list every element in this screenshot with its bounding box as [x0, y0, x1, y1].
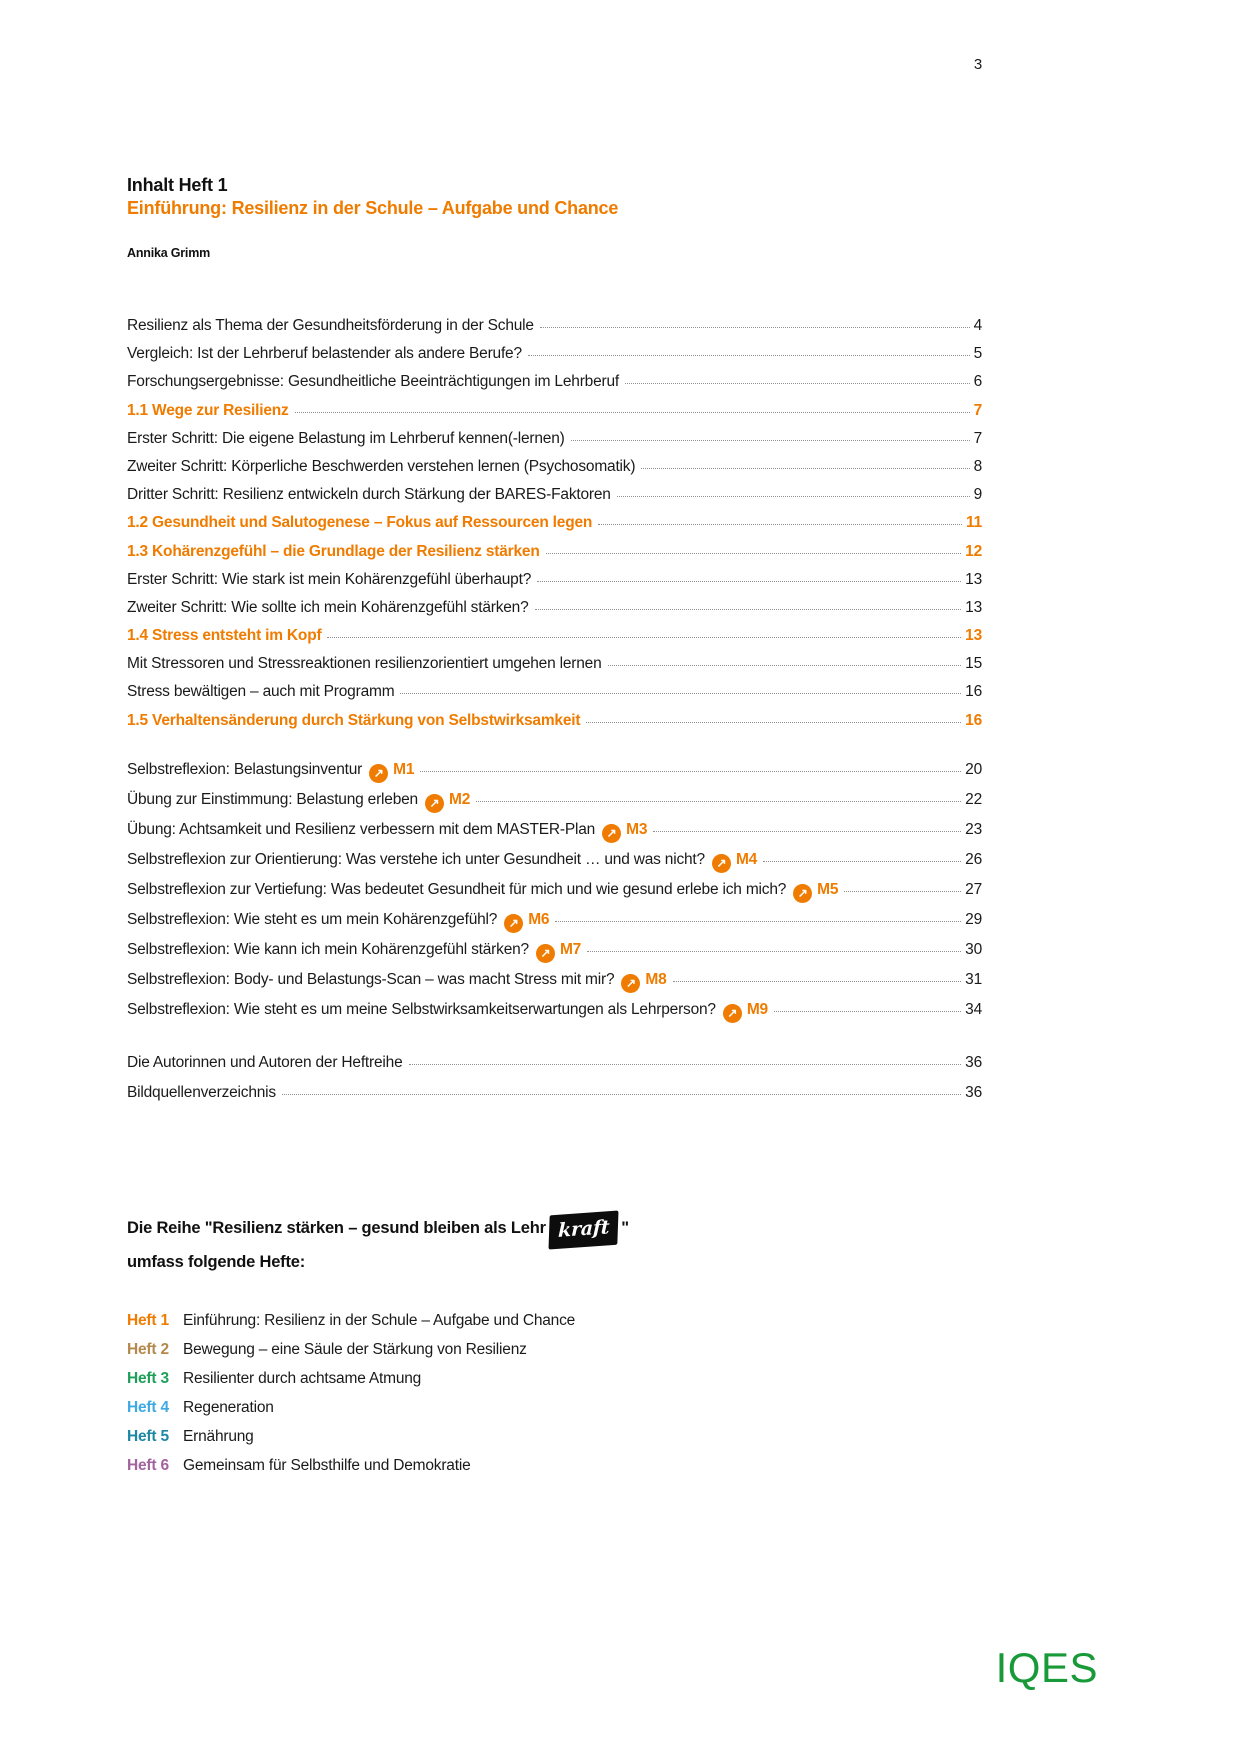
toc-page-number: 9 — [973, 486, 982, 504]
toc-materials-list — [127, 761, 982, 1031]
dotted-leader — [598, 524, 962, 525]
heft-row — [127, 1370, 982, 1399]
toc-page-number: 6 — [973, 373, 982, 391]
toc-row[interactable] — [127, 402, 982, 430]
material-label: M3 — [626, 821, 648, 839]
toc-entry-label: Selbstreflexion: Wie kann ich mein Kohärenzgefühl stärken? — [127, 941, 529, 959]
dotted-leader — [641, 468, 969, 469]
dotted-leader — [625, 383, 970, 384]
toc-row[interactable] — [127, 430, 982, 458]
toc-row[interactable] — [127, 791, 982, 821]
material-label: M9 — [746, 1001, 768, 1019]
toc-row[interactable] — [127, 761, 982, 791]
material-label: M5 — [817, 881, 839, 899]
toc-entry-label: Übung zur Einstimmung: Belastung erleben — [127, 791, 418, 809]
page-subtitle: Einführung: Resilienz in der Schule – Aufgabe und Chance — [127, 198, 619, 218]
heft-title: Bewegung – eine Säule der Stärkung von Resilienz — [183, 1340, 527, 1358]
dotted-leader — [295, 412, 970, 413]
iqes-logo: IQES — [995, 1644, 1098, 1691]
dotted-leader — [555, 921, 961, 922]
toc-row[interactable] — [127, 1001, 982, 1031]
toc-entry-label: Dritter Schritt: Resilienz entwickeln durch Stärkung der BARES-Faktoren — [127, 486, 611, 504]
toc-page-number: 7 — [973, 429, 982, 447]
toc-row[interactable] — [127, 911, 982, 941]
toc-page-number: 5 — [973, 345, 982, 363]
series-intro-line2: umfass folgende Hefte: — [127, 1252, 306, 1271]
toc-page-number: 13 — [965, 598, 982, 616]
dotted-leader — [528, 355, 970, 356]
heft-title: Resilienter durch achtsame Atmung — [183, 1369, 422, 1387]
toc-entry-label: Selbstreflexion: Body- und Belastungs-Scan – was macht Stress mit mir? — [127, 971, 615, 989]
arrow-up-right-icon: ↗ — [504, 914, 523, 933]
series-intro-suffix: " — [621, 1218, 629, 1237]
arrow-up-right-icon: ↗ — [602, 824, 621, 843]
dotted-leader — [653, 831, 961, 832]
dotted-leader — [540, 327, 970, 328]
toc-page-number: 29 — [965, 911, 982, 929]
dotted-leader — [327, 637, 961, 638]
heft-number-label: Heft 6 — [127, 1456, 169, 1474]
toc-page-number: 31 — [965, 971, 982, 989]
arrow-up-right-icon: ↗ — [536, 944, 555, 963]
toc-entry-label: Mit Stressoren und Stressreaktionen resilienzorientiert umgehen lernen — [127, 655, 602, 673]
material-badge[interactable] — [425, 791, 470, 810]
content-area — [127, 0, 982, 1486]
heft-row — [127, 1341, 982, 1370]
material-label: M2 — [448, 791, 471, 809]
toc-row[interactable] — [127, 821, 982, 851]
arrow-up-right-icon: ↗ — [621, 974, 640, 993]
toc-row[interactable] — [127, 683, 982, 711]
dotted-leader — [476, 801, 961, 802]
heft-row — [127, 1312, 982, 1341]
toc-page-number: 22 — [965, 791, 982, 809]
toc-page-number: 16 — [965, 711, 982, 729]
toc-entry-label: Zweiter Schritt: Körperliche Beschwerden verstehen lernen (Psychosomatik) — [127, 457, 636, 475]
toc-entry-label: Stress bewältigen – auch mit Programm — [127, 683, 395, 701]
toc-page-number: 26 — [965, 851, 982, 869]
toc-row[interactable] — [127, 881, 982, 911]
toc-page-number: 15 — [965, 655, 982, 673]
dotted-leader — [587, 951, 961, 952]
toc-page-number: 36 — [965, 1083, 982, 1101]
toc-row[interactable] — [127, 1084, 982, 1114]
series-intro-prefix: Die Reihe "Resilienz stärken – gesund bleiben als Lehr — [127, 1218, 546, 1237]
heft-title: Gemeinsam für Selbsthilfe und Demokratie — [183, 1456, 471, 1474]
page-number: 3 — [973, 56, 982, 73]
dotted-leader — [537, 581, 961, 582]
toc-entry-label: 1.3 Kohärenzgefühl – die Grundlage der Resilienz stärken — [127, 542, 540, 560]
toc-row[interactable] — [127, 543, 982, 571]
material-badge[interactable] — [369, 761, 414, 780]
toc-page-number: 7 — [973, 401, 982, 419]
arrow-up-right-icon: ↗ — [793, 884, 812, 903]
toc-row[interactable] — [127, 599, 982, 627]
dotted-leader — [535, 609, 962, 610]
toc-row[interactable] — [127, 655, 982, 683]
toc-row[interactable] — [127, 345, 982, 373]
dotted-leader — [282, 1094, 961, 1095]
toc-page-number: 30 — [965, 941, 982, 959]
toc-entry-label: Übung: Achtsamkeit und Resilienz verbessern mit dem MASTER-Plan — [127, 821, 596, 839]
toc-row[interactable] — [127, 571, 982, 599]
material-label: M4 — [735, 851, 758, 869]
toc-page-number: 23 — [965, 821, 982, 839]
toc-entry-label: Erster Schritt: Die eigene Belastung im Lehrberuf kennen(-lernen) — [127, 429, 565, 447]
toc-row[interactable] — [127, 458, 982, 486]
heft-number-label: Heft 4 — [127, 1398, 169, 1416]
page-title: Inhalt Heft 1 — [127, 175, 228, 195]
toc-main-list — [127, 317, 982, 740]
heft-row — [127, 1457, 982, 1486]
toc-page-number: 8 — [973, 457, 982, 475]
material-badge[interactable] — [712, 851, 757, 870]
toc-page-number: 34 — [965, 1001, 982, 1019]
dotted-leader — [571, 440, 970, 441]
arrow-up-right-icon: ↗ — [369, 764, 388, 783]
toc-row[interactable] — [127, 627, 982, 655]
heft-number-label: Heft 5 — [127, 1427, 169, 1445]
toc-entry-label: 1.5 Verhaltensänderung durch Stärkung von Selbstwirksamkeit — [127, 711, 581, 729]
dotted-leader — [586, 722, 961, 723]
toc-page-number: 36 — [965, 1053, 982, 1071]
toc-row[interactable] — [127, 373, 982, 401]
material-badge[interactable] — [723, 1001, 768, 1020]
toc-entry-label: Vergleich: Ist der Lehrberuf belastender als andere Berufe? — [127, 345, 522, 363]
toc-appendix-list — [127, 1054, 982, 1114]
dotted-leader — [400, 693, 961, 694]
heft-title: Regeneration — [183, 1398, 274, 1416]
arrow-up-right-icon: ↗ — [712, 854, 731, 873]
toc-row[interactable] — [127, 941, 982, 971]
dotted-leader — [409, 1064, 962, 1065]
material-badge[interactable] — [602, 821, 647, 840]
arrow-up-right-icon: ↗ — [425, 794, 444, 813]
toc-entry-label: Zweiter Schritt: Wie sollte ich mein Kohärenzgefühl stärken? — [127, 598, 529, 616]
toc-row[interactable] — [127, 851, 982, 881]
dotted-leader — [763, 861, 961, 862]
toc-row[interactable] — [127, 514, 982, 542]
material-badge[interactable] — [536, 941, 581, 960]
toc-page-number: 11 — [966, 514, 982, 532]
dotted-leader — [420, 771, 961, 772]
toc-page-number: 27 — [965, 881, 982, 899]
material-label: M7 — [559, 941, 582, 959]
dotted-leader — [546, 553, 962, 554]
toc-entry-label: Selbstreflexion zur Orientierung: Was verstehe ich unter Gesundheit … und was nicht? — [127, 851, 705, 869]
heft-row — [127, 1428, 982, 1457]
toc-entry-label: Selbstreflexion: Belastungsinventur — [127, 761, 363, 779]
toc-entry-label: 1.1 Wege zur Resilienz — [127, 401, 289, 419]
toc-entry-label: Resilienz als Thema der Gesundheitsförderung in der Schule — [127, 317, 534, 334]
toc-page-number: 13 — [965, 570, 982, 588]
toc-page-number: 13 — [965, 627, 982, 645]
toc-entry-label: 1.2 Gesundheit und Salutogenese – Fokus auf Ressourcen legen — [127, 514, 593, 532]
toc-entry-label: Selbstreflexion: Wie steht es um mein Kohärenzgefühl? — [127, 911, 498, 929]
material-label: M8 — [645, 971, 667, 989]
material-label: M1 — [393, 761, 415, 779]
hefte-list — [127, 1312, 982, 1486]
dotted-leader — [617, 496, 970, 497]
dotted-leader — [774, 1011, 961, 1012]
material-badge[interactable] — [621, 971, 666, 990]
heft-number-label: Heft 2 — [127, 1340, 169, 1358]
heft-row — [127, 1399, 982, 1428]
dotted-leader — [608, 665, 962, 666]
toc-entry-label: Erster Schritt: Wie stark ist mein Kohärenzgefühl überhaupt? — [127, 570, 532, 588]
kraft-logo: kraft — [548, 1210, 618, 1249]
dotted-leader — [844, 891, 961, 892]
heft-number-label: Heft 1 — [127, 1311, 169, 1329]
toc-row[interactable] — [127, 1054, 982, 1084]
toc-page-number: 16 — [965, 683, 982, 701]
toc-entry-label: Forschungsergebnisse: Gesundheitliche Beeinträchtigungen im Lehrberuf — [127, 373, 619, 391]
toc-entry-label: Die Autorinnen und Autoren der Heftreihe — [127, 1053, 403, 1071]
heft-title: Einführung: Resilienz in der Schule – Aufgabe und Chance — [183, 1311, 576, 1329]
toc-row[interactable] — [127, 317, 982, 345]
material-badge[interactable] — [793, 881, 838, 900]
toc-entry-label: 1.4 Stress entsteht im Kopf — [127, 627, 322, 645]
toc-row[interactable] — [127, 486, 982, 514]
material-badge[interactable] — [504, 911, 549, 930]
toc-page-number: 12 — [965, 542, 982, 560]
toc-entry-label: Selbstreflexion: Wie steht es um meine Selbstwirksamkeitserwartungen als Lehrperson? — [127, 1001, 716, 1019]
toc-row[interactable] — [127, 712, 982, 740]
author-name: Annika Grimm — [127, 246, 211, 260]
toc-page-number: 20 — [965, 761, 982, 779]
material-label: M6 — [528, 911, 550, 929]
toc-page-number: 4 — [973, 317, 982, 334]
toc-entry-label: Bildquellenverzeichnis — [127, 1083, 276, 1101]
dotted-leader — [673, 981, 962, 982]
arrow-up-right-icon: ↗ — [723, 1004, 742, 1023]
heft-title: Ernährung — [183, 1427, 254, 1445]
heft-number-label: Heft 3 — [127, 1369, 169, 1387]
series-intro — [127, 1213, 982, 1277]
toc-entry-label: Selbstreflexion zur Vertiefung: Was bedeutet Gesundheit für mich und wie gesund erlebe ich mich? — [127, 881, 787, 899]
toc-row[interactable] — [127, 971, 982, 1001]
